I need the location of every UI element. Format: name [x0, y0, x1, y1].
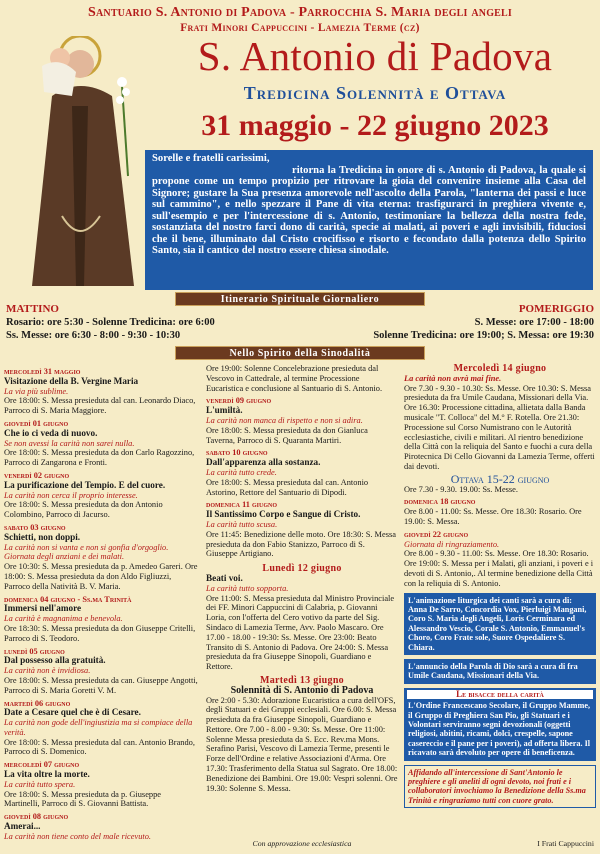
schedule-day	[206, 500, 398, 559]
header-line2: Frati Minori Cappuccini - Lamezia Terme (cz)	[180, 22, 420, 34]
day-body: Ore 18:00: S. Messa presieduta da don Gianluca Taverna, Parroco di S. Quaranta Martiri.	[206, 425, 368, 445]
day-heading: lunedì 05 giugno	[4, 646, 65, 656]
schedule-day	[4, 699, 198, 758]
lunedi-quote: La carità tutto sopporta.	[206, 583, 289, 593]
day-quote: La carità tutto scusa.	[206, 519, 278, 529]
day-heading: venerdì 02 giugno	[4, 470, 70, 480]
day-body: Ore 18:30: S. Messa presieduta da don Giuseppe Critelli, Parroco di S. Teodoro.	[4, 623, 196, 643]
sinodalita-band: Nello Spirito della Sinodalità	[175, 346, 425, 360]
day-quote: La carità tutto crede.	[206, 467, 277, 477]
schedule-day	[4, 471, 198, 520]
day-quote: La carità non cerca il proprio interesse.	[4, 490, 138, 500]
day-quote: Se non avessi la carità non sarei nulla.	[4, 438, 135, 448]
ottava-heading: Ottava 15-22 giugno	[450, 471, 550, 486]
day-quote: La carità tutto spera.	[4, 779, 76, 789]
pomeriggio-line2: Solenne Tredicina: ore 19:00; S. Messa: ore 19:30	[373, 330, 594, 341]
bisacce-box	[404, 688, 596, 761]
martedi-title: Solennità di S. Antonio di Padova	[230, 684, 374, 696]
day-body: Ore 18:00: S. Messa presieduta da don Carlo Ragozzino, Parroco di Zangarona e Fronti.	[4, 448, 195, 468]
day-title: Dal possesso alla gratuità.	[4, 655, 106, 666]
day-quote: La via più sublime.	[4, 386, 69, 396]
day-quote: La carità è magnanima e benevola.	[4, 614, 123, 624]
day-heading: mercoledì 31 maggio	[4, 367, 81, 376]
schedule-day	[4, 812, 198, 841]
day-body: Ore 18:00: S. Messa presieduta dal can. Leonardo Diaco, Parroco di S. Maria Maggiore.	[4, 396, 196, 416]
ottava-body: Ore 7.30 - 9.30. 19.00: Ss. Messe.	[404, 484, 518, 494]
bisacce-body: L'Ordine Francescano Secolare, il Gruppo Mamme, il Gruppo di Preghiera San Pio, gli Statuari e i Volontari serviranno segni devozionali (oggetti religiosi, abitini, ricami, dolci, crespelle, sapone casereccio e il pane per i poveri), ad offerta libera. Il ricavato sarà devoluto per opere di beneficenza.	[408, 701, 591, 758]
mattino-line2: Ss. Messe: ore 6:30 - 8:00 - 9:30 - 10:30	[6, 330, 181, 341]
day-heading: giovedì 08 giugno	[4, 812, 69, 822]
day-body: Ore 18:00: S. Messa presieduta da p. Giuseppe Martinelli, Parroco di S. Giovanni Battista.	[4, 789, 161, 809]
annuncio-box: L'annuncio della Parola di Dio sarà a cura di fra Umile Caudana, Missionari della Via.	[404, 659, 596, 684]
signature: I Frati Cappuccini	[537, 839, 594, 848]
pomeriggio-label: POMERIGGIO	[518, 303, 594, 315]
schedule-day	[206, 396, 398, 445]
day-heading: sabato 03 giugno	[4, 522, 66, 532]
page-subtitle: Tredicina Solennità e Ottava	[243, 83, 507, 103]
day-heading: martedì 06 giugno	[4, 698, 71, 708]
day-title: L'umiltà.	[206, 405, 243, 416]
col2-days	[206, 364, 398, 559]
day-quote: La carità non tiene conto del male ricevuto.	[4, 831, 151, 841]
day-heading: sabato 10 giugno	[206, 448, 268, 458]
day-body: Ore 18:00: S. Messa presieduta dal can. Antonio Astorino, Rettore del Santuario di Dipodi.	[206, 477, 369, 497]
day-body: Ore 19:00: Solenne Concelebrazione presieduta dal Vescovo in Cattedrale, al termine Processione Eucaristica e conclusione al Santuario di S. Antonio.	[206, 364, 383, 393]
intro-greeting: Sorelle e fratelli carissimi,	[152, 153, 270, 164]
day-quote: La carità non è invidiosa.	[4, 666, 91, 676]
day-quote: La carità non si vanta e non si gonfia d'orgoglio. Giornata degli anziani e dei malati.	[4, 542, 169, 562]
day-title: Schietti, non doppi.	[4, 531, 81, 542]
day-quote: La carità non gode dell'ingiustizia ma si compiace della verità.	[4, 718, 193, 737]
schedule-day	[4, 760, 198, 809]
mercoledi14-body: Ore 7.30 - 9.30 - 10.30: Ss. Messe. Ore 10.30: S. Messa presieduta da fra Umile Caudana, Missionari della Via. Ore 16.30: Processione cittadina, allietata dalla Banda musicale "T. Colloca" del M.° F. Rotella. Ore 21.30: Processione sul Corso Numistrano con le Autorità ecclesiastiche, civili e militari. Al rientro benedizione della Città con la reliquia del Santo e fuochi a cura della Pirotecnica Di Cello Giovanni da Lamezia Terme, offerti dai devoti.	[404, 383, 595, 471]
day-body: Ore 18:00: S. Messa presieduta dal can. Antonio Brando, Parroco di S. Domenico.	[4, 737, 195, 757]
schedule-day	[4, 647, 198, 696]
domenica18-body: Ore 8.00 - 11.00: Ss. Messe. Ore 18.30: Rosario. Ore 19.00: S. Messa.	[404, 507, 582, 526]
day-heading: venerdì 09 giugno	[206, 396, 272, 406]
schedule-day	[4, 367, 198, 416]
day-title: Immersi nell'amore	[4, 603, 82, 614]
canti-box: L'animazione liturgica dei canti sarà a cura di: Anna De Sarro, Concordia Vox, Pierluigi Mangani, Coro S. Maria degli Angeli, Loris Cerminara ed Alessandro Vescio, Corale S. Antonio, Emmanuel's Choro, Coro Frate sole, Suore Ospedaliere S. Chiara.	[404, 593, 596, 655]
event-dates: 31 maggio - 22 giugno 2023	[201, 109, 549, 142]
mercoledi14-heading: Mercoledì 14 giugno	[453, 363, 547, 374]
mattino-line1: Rosario: ore 5:30 - Solenne Tredicina: ore 6:00	[6, 317, 215, 328]
day-title: Il Santissimo Corpo e Sangue di Cristo.	[206, 509, 361, 520]
pomeriggio-line1: S. Messe: ore 17:00 - 18:00	[474, 317, 594, 328]
closing-note: Affidando all'intercessione di Sant'Antonio le preghiere e gli aneliti di ogni devoto, noi frati e i collaboratori invochiamo la Benedizione della Ss.ma Trinità e ringraziamo tutti con cuore grato.	[404, 765, 596, 809]
schedule-day	[4, 595, 198, 644]
day-heading: mercoledì 07 giugno	[4, 760, 80, 770]
day-title: La vita oltre la morte.	[4, 769, 90, 780]
day-title: Date a Cesare quel che è di Cesare.	[4, 707, 141, 718]
day-heading: domenica 11 giugno	[206, 500, 277, 510]
day-heading: domenica 04 giugno - Ss.ma Trinità	[4, 594, 132, 604]
day-title: Che io ci veda di nuovo.	[4, 427, 98, 438]
header-line1: Santuario S. Antonio di Padova - Parrocchia S. Maria degli angeli	[87, 5, 512, 20]
mattino-label: MATTINO	[6, 303, 59, 315]
day-title: Dall'apparenza alla sostanza.	[206, 457, 321, 468]
martedi-body: Ore 2:00 - 5.30: Adorazione Eucaristica a cura dell'OFS, degli Statuari e dei Gruppi ecclesiali. Ore 6.00: S. Messa presieduta da fra Giuseppe Sinopoli, Guardiano e Rettore. Ore 7.00 - 8.00 - 9.30: Ss. Messe. Ore 11:00: Solenne Messa presieduta da S. Ecc. Rev.ma Mons. Serafino Parisi, Vescovo di Lamezia Terme, presenti le Forze dell'Ordine e relative Associazioni d'Arma. Ore 17.30: Trasferimento della Statua sul Sagrato. Ore 18.00: Benedizione dei Bambini. Ore 19.00: Vespri solenni. Ore 19.30: Solenne S. Messa.	[206, 695, 398, 793]
schedule-day	[206, 364, 398, 393]
lunedi-title: Beati voi.	[206, 572, 243, 583]
day-title: Visitazione della B. Vergine Maria	[4, 375, 139, 386]
day-heading: giovedì 01 giugno	[4, 418, 69, 428]
saint-image	[22, 36, 158, 288]
day-body: Ore 10:30: S. Messa presieduta da p. Amedeo Gareri. Ore 18:00: S. Messa presieduta da don Aldo Figliuzzi, Parroco della Natività B. V. Maria.	[4, 562, 198, 591]
day-body: Ore 11:45: Benedizione delle moto. Ore 18:30: S. Messa presieduta da don Fabio Stanizzo, Parroco di S. Giuseppe Artigiano.	[206, 529, 396, 559]
schedule-day	[206, 448, 398, 497]
giovedi22-quote: Giornata di ringraziamento.	[404, 539, 500, 549]
martedi-heading: Martedì 13 giugno	[260, 674, 344, 686]
schedule-day	[4, 419, 198, 468]
mercoledi14-quote: La carità non avrà mai fine.	[404, 373, 502, 383]
day-body: Ore 18:00: S. Messa presieduta da don Antonio Colombino, Parroco di Jacurso.	[4, 500, 163, 520]
itinerary-band: Itinerario Spirituale Giornaliero	[175, 292, 425, 306]
day-quote: La carità non manca di rispetto e non si adira.	[206, 415, 363, 425]
giovedi22-body: Ore 8.00 - 9.30 - 11.00: Ss. Messe. Ore 18.30: Rosario. Ore 19:00: S. Messa per i Malati, gli anziani, i poveri e i devoti di S. Antonio,. Al termine benedizione della Città con la reliquia di S. Antonio.	[404, 549, 594, 588]
lunedi-heading: Lunedì 12 giugno	[262, 563, 342, 575]
schedule-column-1	[4, 364, 198, 842]
schedule-column-2	[206, 364, 398, 793]
intro-box	[145, 150, 593, 290]
lunedi-body: Ore 11:00: S. Messa presieduta dal Ministro Provinciale dei FF. Minori Cappuccini di Calabria, p. Giovanni Loria, con l'offerta del Cero votivo da parte del Sig. Sindaco di Lamezia Terme, Avv. Paolo Mascaro. Ore 17.00 - 18.00 - 19:30: Ss. Messe. Ore 23:00: Beato Transito di S. Antonio di Padova. Ore 24:00: S. Messa presieduta da fra Giuseppe Sinopoli, Guardiano e Rettore.	[206, 593, 395, 672]
intro-text: ritorna la Tredicina in onore di s. Antonio di Padova, la quale si propone come un tempo propizio per ritrovare la gioia del convenire insieme alla Casa del Signore; gustare la Sua presenza amorevole nell'ascolto della Parola, "lanterna dei passi e luce sul cammino", e nello spezzare il Pane di vita eterna: trasfigurarci in preghiera vivente e, sull'esempio e per l'intercessione di s. Antonio, testimoniare la bellezza della nostra fede, sostanziata del nostro farci dono di carità, specie ai malati, ai poveri e agli invisibili, fiduciosi che il bene, illuminato dal Cristo crocifisso e risorto e fecondato dalla potenza dello Spirito Santo, sia il cantico del nostro essere chiesa sinodale.	[152, 164, 586, 256]
schedule-column-3	[404, 364, 596, 808]
page-title: S. Antonio di Padova	[197, 33, 553, 79]
day-body: Ore 18:00: S. Messa presieduta da can. Giuseppe Angotti, Parroco di S. Maria Goretti V. M.	[4, 675, 198, 695]
schedule-day	[4, 523, 198, 592]
giovedi22-heading: giovedì 22 giugno	[404, 529, 469, 539]
bisacce-heading: Le bisacce della carità	[407, 690, 593, 699]
domenica18-heading: domenica 18 giugno	[404, 497, 476, 507]
approval-note: Con approvazione ecclesiastica	[252, 839, 352, 848]
day-title: Amerai...	[4, 821, 41, 832]
day-title: La purificazione del Tempio. E del cuore.	[4, 479, 166, 490]
